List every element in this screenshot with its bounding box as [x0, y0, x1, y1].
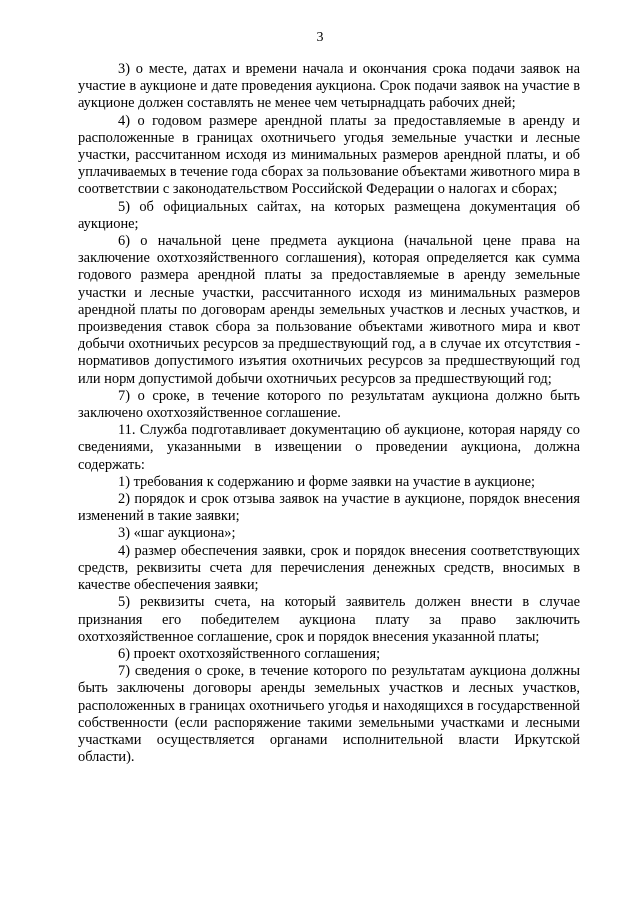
document-body — [78, 61, 580, 766]
paragraph-5-official-sites: 5) об официальных сайтах, на которых размещена документация об аукционе; — [78, 198, 580, 232]
paragraph-3-place-dates: 3) о месте, датах и времени начала и окончания срока подачи заявок на участие в аукционе и дате проведения аукциона. Срок подачи заявок на участие в аукционе должен составлять не менее чем четырнадцать рабочих дней; — [78, 61, 580, 112]
item-5-account-details: 5) реквизиты счета, на который заявитель должен внести в случае признания его победителем аукциона плату за право заключить охотхозяйственное соглашение, срок и порядок внесения указанной платы; — [78, 594, 580, 645]
paragraph-4-annual-rent: 4) о годовом размере арендной платы за предоставляемые в аренду и расположенные в границах охотничьего угодья земельные участки и лесные участки, рассчитанном исходя из минимальных размеров арендной платы, и об уплачиваемых в течение года сборах за пользование объектами животного мира в соответствии с законодательством Российской Федерации о налогах и сборах; — [78, 112, 580, 198]
item-7-lease-term: 7) сведения о сроке, в течение которого по результатам аукциона должны быть заключены договоры аренды земельных участков и лесных участков, расположенных в границах охотничьего угодья и находящихся в государственной собственности (если распоряжение такими земельными участками и лесными участками осуществляется органами исполнительной власти Иркутской области). — [78, 663, 580, 766]
paragraph-7-agreement-term: 7) о сроке, в течение которого по результатам аукциона должно быть заключено охотхозяйственное соглашение. — [78, 387, 580, 422]
paragraph-6-initial-price: 6) о начальной цене предмета аукциона (начальной цене права на заключение охотхозяйственного соглашения), которая определяется как сумма годового размера арендной платы за предоставляемые в аренду земельные участки и лесные участки, рассчитанного исходя из минимальных размеров арендной платы по договорам аренды земельных участков и лесных участков, и произведения ставок сбора за пользование объектами животного мира и квот добычи охотничьих ресурсов за предшествующий год, а в случае их отсутствия - нормативов допустимого изъятия охотничьих ресурсов за предшествующий год или норм допустимой добычи охотничьих ресурсов за предшествующий год; — [78, 233, 580, 387]
item-1-application-requirements: 1) требования к содержанию и форме заявки на участие в аукционе; — [118, 473, 535, 490]
item-3-auction-step: 3) «шаг аукциона»; — [118, 525, 236, 542]
item-4-security-deposit: 4) размер обеспечения заявки, срок и порядок внесения соответствующих средств, реквизиты счета для перечисления денежных средств, вносимых в качестве обеспечения заявки; — [78, 542, 580, 594]
page-number: 3 — [316, 30, 324, 45]
item-6-draft-agreement: 6) проект охотхозяйственного соглашения; — [118, 645, 381, 662]
item-2-withdrawal-procedure: 2) порядок и срок отзыва заявок на участие в аукционе, порядок внесения изменений в такие заявки; — [78, 491, 580, 525]
paragraph-11-documentation: 11. Служба подготавливает документацию об аукционе, которая наряду со сведениями, указанными в извещении о проведении аукциона, должна содержать: — [78, 422, 580, 473]
